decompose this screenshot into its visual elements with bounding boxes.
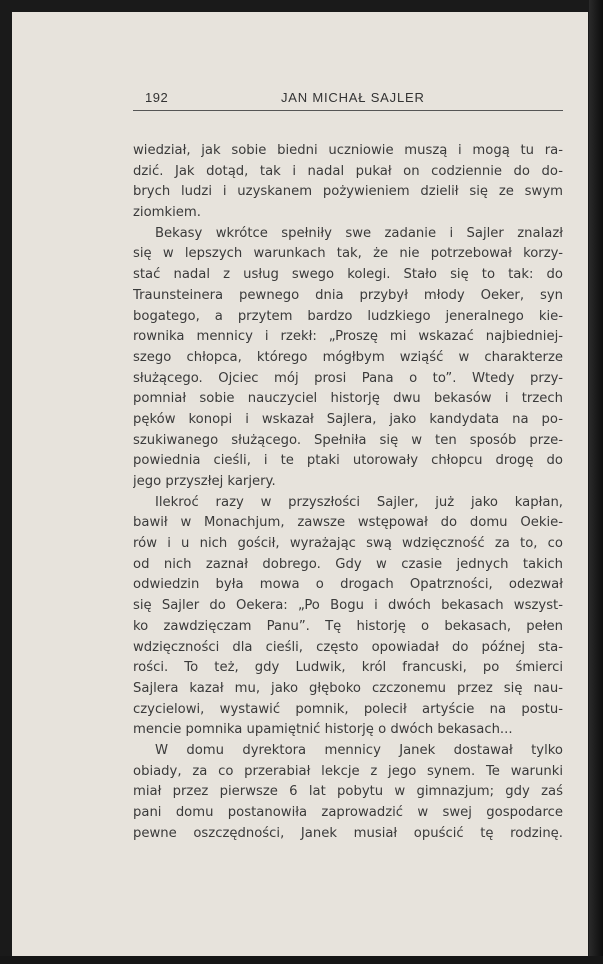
text-line: bawił w Monachjum, zawsze wstępował do domu Oekie-	[133, 515, 563, 531]
text-line: szego chłopca, którego mógłbym wziąść w charakterze	[133, 349, 563, 365]
text-line: pęków konopi i wskazał Sajlera, jako kandydata na po-	[133, 411, 563, 427]
text-line: mencie pomnika upamiętnić historję o dwóch bekasach...	[133, 722, 513, 738]
text-line: obiady, za co przerabiał lekcje z jego synem. Te warunki	[133, 763, 563, 779]
text-line: wdzięczności dla cieśli, często opowiadał do późnej sta-	[133, 639, 563, 655]
text-line: jego przyszłej karjery.	[133, 474, 276, 489]
text-line: szukiwanego służącego. Spełniła się w ten sposób prze-	[133, 432, 563, 448]
text-line: pani domu postanowiła zaprowadzić w swej gospodarce	[133, 805, 563, 820]
text-line: stać nadal z usług swego kolegi. Stało się to tak: do	[133, 267, 563, 283]
running-title: JAN MICHAŁ SAJLER	[281, 90, 425, 105]
text-line: W domu dyrektora mennicy Janek dostawał tylko	[155, 742, 563, 758]
text-line: Ilekroć razy w przyszłości Sajler, już jako kapłan,	[155, 494, 563, 510]
text-line: rów i u nich gościł, wyrażając swą wdzięczność za to, co	[133, 536, 563, 552]
text-line: służącego. Ojciec mój prosi Pana o to”. Wtedy przy-	[133, 370, 563, 386]
text-line: wiedział, jak sobie biedni uczniowie muszą i mogą tu ra-	[133, 143, 563, 158]
text-line: pewne oszczędności, Janek musiał opuścić tę rodzinę.	[133, 825, 563, 841]
text-line: rownika mennicy i rzekł: „Proszę mi wskazać najbiedniej-	[133, 329, 563, 345]
text-line: Bekasy wkrótce spełniły swe zadanie i Sajler znalazł	[155, 225, 563, 241]
text-line: brych ludzi i uzyskanem pożywieniem dzielił się ze swym	[133, 184, 563, 200]
page-edge-shadow	[589, 0, 603, 964]
text-line: rości. To też, gdy Ludwik, król francuski, po śmierci	[133, 660, 563, 676]
page-bottom-edge	[0, 956, 603, 964]
text-line: powiednia cieśli, i te ptaki utorowały chłopcu drogę do	[133, 453, 563, 469]
text-line: miał przez pierwsze 6 lat pobytu w gimnazjum; gdy zaś	[133, 784, 563, 800]
text-line: ziomkiem.	[133, 205, 201, 221]
page-number: 192	[145, 90, 169, 105]
text-line: się Sajler do Oekera: „Po Bogu i dwóch bekasach wszyst-	[133, 598, 563, 614]
body-text	[133, 141, 563, 844]
text-line: Traunsteinera pewnego dnia przybył młody Oeker, syn	[133, 287, 563, 303]
header-rule	[133, 110, 563, 111]
text-line: pomniał sobie nauczyciel historję dwu bekasów i trzech	[133, 391, 563, 407]
text-line: się w lepszych warunkach tak, że nie potrzebował korzy-	[133, 246, 563, 262]
text-line: dzić. Jak dotąd, tak i nadal pukał on codziennie do do-	[133, 163, 563, 179]
text-line: od nich zaznał dobrego. Gdy w czasie jednych takich	[133, 556, 563, 572]
text-line: odwiedzin była mowa o drogach Opatrzności, odezwał	[133, 577, 563, 593]
text-line: czycielowi, wystawić pomnik, polecił artyście na postu-	[133, 701, 563, 717]
text-line: ko zawdzięczam Panu”. Tę historję o bekasach, pełen	[133, 618, 563, 634]
text-line: bogatego, a przytem bardzo ludzkiego jeneralnego kie-	[133, 308, 563, 324]
text-line: Sajlera kazał mu, jako głęboko czczonemu przez się nau-	[133, 680, 563, 696]
